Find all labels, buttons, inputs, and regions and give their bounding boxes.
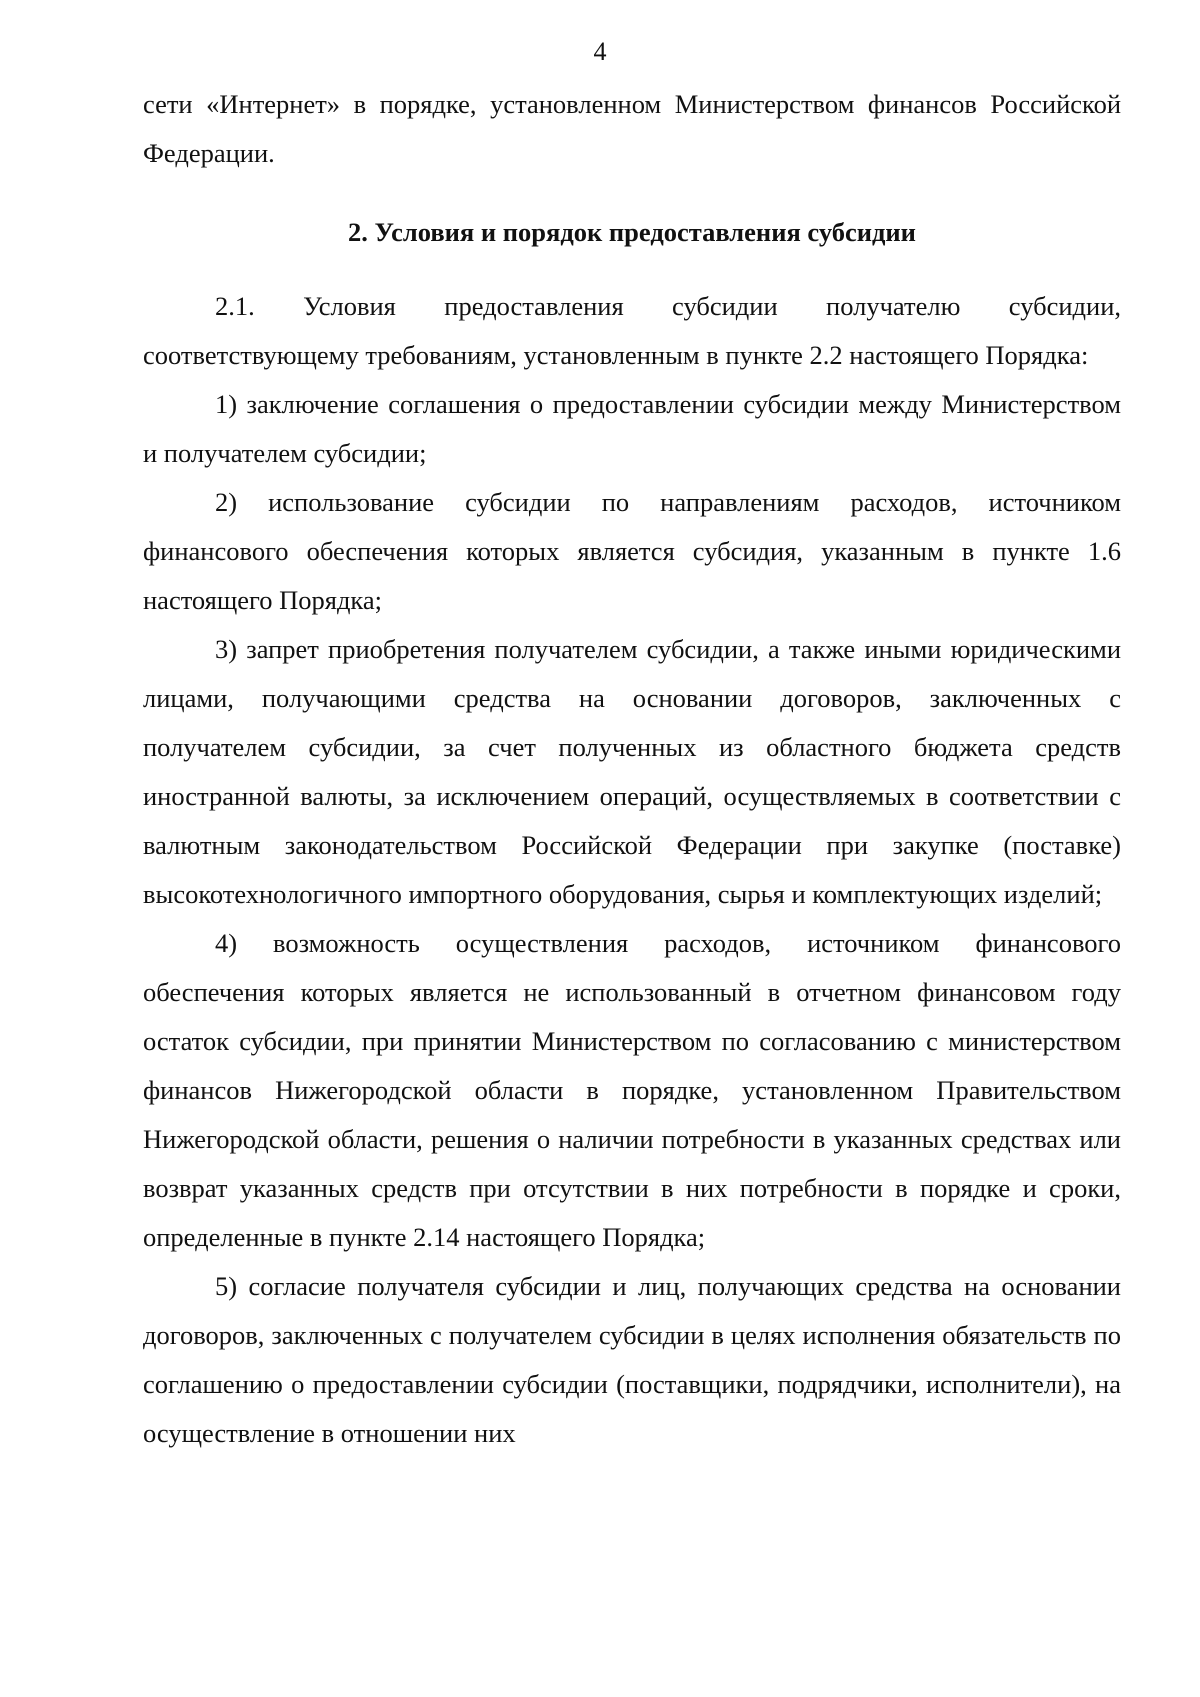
page-number: 4 [593, 37, 607, 66]
paragraph-item-4: 4) возможность осуществления расходов, источником финансового обеспечения которых является не использованный в отчетном финансовом году остаток субсидии, при принятии Министерством по согласованию с министерством финансов Нижегородской области в порядке, установленном Правительством Нижегородской области, решения о наличии потребности в указанных средствах или возврат указанных средств при отсутствии в них потребности в порядке и сроки, определенные в пункте 2.14 настоящего Порядка; [143, 928, 1121, 1252]
paragraph-item-5: 5) согласие получателя субсидии и лиц, получающих средства на основании договоров, заключенных с получателем субсидии в целях исполнения обязательств по соглашению о предоставлении субсидии (поставщики, подрядчики, исполнители), на осуществление в отношении них [143, 1271, 1121, 1448]
section-heading: 2. Условия и порядок предоставления субсидии [348, 217, 916, 247]
document-body [143, 80, 1121, 1458]
paragraph-item-1: 1) заключение соглашения о предоставлении субсидии между Министерством и получателем субсидии; [143, 389, 1121, 468]
paragraph-continuation: сети «Интернет» в порядке, установленном Министерством финансов Российской Федерации. [143, 89, 1121, 168]
paragraph-item-2: 2) использование субсидии по направлениям расходов, источником финансового обеспечения которых является субсидия, указанным в пункте 1.6 настоящего Порядка; [143, 487, 1121, 615]
paragraph-item-3: 3) запрет приобретения получателем субсидии, а также иными юридическими лицами, получающими средства на основании договоров, заключенных с получателем субсидии, за счет полученных из областного бюджета средств иностранной валюты, за исключением операций, осуществляемых в соответствии с валютным законодательством Российской Федерации при закупке (поставке) высокотехнологичного импортного оборудования, сырья и комплектующих изделий; [143, 634, 1121, 909]
paragraph-clause-2-1: 2.1. Условия предоставления субсидии получателю субсидии, соответствующему требованиям, установленным в пункте 2.2 настоящего Порядка: [143, 291, 1121, 370]
